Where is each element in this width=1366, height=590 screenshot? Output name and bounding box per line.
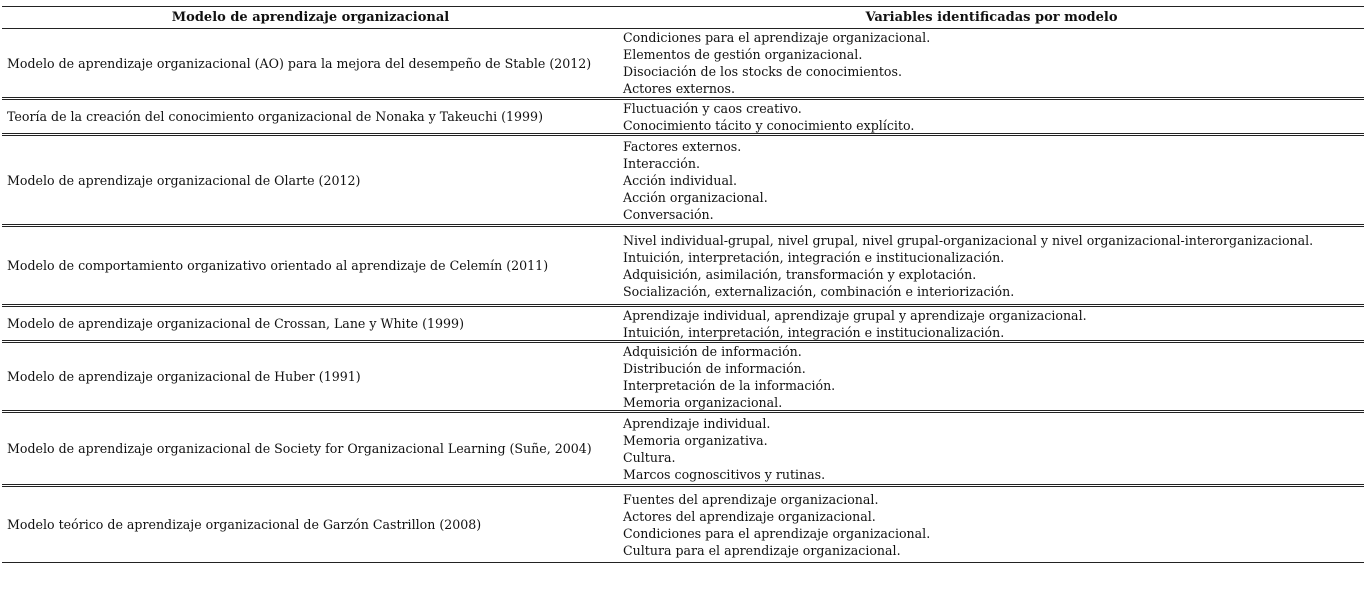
model-name: Modelo de aprendizaje organizacional de Olarte (2012)	[7, 172, 361, 188]
model-name: Modelo de aprendizaje organizacional de Crossan, Lane y White (1999)	[7, 316, 464, 331]
variable-item: Aprendizaje individual, aprendizaje grupal y aprendizaje organizacional.	[623, 307, 1087, 323]
model-name: Modelo de aprendizaje organizacional (AO) para la mejora del desempeño de Stable (2012)	[7, 55, 592, 71]
variable-item: Conversación.	[623, 206, 714, 222]
model-name: Modelo de aprendizaje organizacional de Huber (1991)	[7, 369, 361, 384]
variable-item: Factores externos.	[623, 138, 742, 154]
header-model: Modelo de aprendizaje organizacional	[171, 10, 450, 25]
variable-item: Fluctuación y caos creativo.	[623, 100, 802, 116]
variable-item: Memoria organizativa.	[623, 432, 768, 448]
model-name: Teoría de la creación del conocimiento organizacional de Nonaka y Takeuchi (1999)	[7, 109, 543, 124]
variables-cell	[619, 100, 1364, 134]
variable-item: Adquisición, asimilación, transformación y explotación.	[623, 266, 977, 282]
variable-item: Disociación de los stocks de conocimientos.	[623, 64, 902, 79]
variable-item: Condiciones para el aprendizaje organizacional.	[623, 30, 931, 45]
variable-item: Cultura para el aprendizaje organizacional.	[623, 542, 901, 558]
variable-item: Conocimiento tácito y conocimiento explícito.	[623, 117, 915, 133]
variable-item: Interpretación de la información.	[623, 377, 836, 393]
variable-item: Actores externos.	[623, 81, 735, 96]
variables-cell	[619, 343, 1364, 411]
model-name: Modelo de comportamiento organizativo orientado al aprendizaje de Celemín (2011)	[7, 258, 549, 273]
variable-item: Intuición, interpretación, integración e institucionalización.	[623, 249, 1005, 265]
variables-cell	[619, 415, 1364, 483]
variable-item: Acción organizacional.	[623, 189, 768, 205]
variable-item: Adquisición de información.	[623, 343, 802, 359]
table-row	[2, 487, 1364, 563]
variable-item: Cultura.	[623, 449, 676, 465]
table-row	[2, 29, 1364, 100]
table-row	[2, 100, 1364, 136]
model-name: Modelo teórico de aprendizaje organizacional de Garzón Castrillon (2008)	[7, 517, 482, 532]
variable-item: Fuentes del aprendizaje organizacional.	[623, 491, 879, 507]
variable-item: Socialización, externalización, combinación e interiorización.	[623, 283, 1015, 299]
variables-cell	[619, 29, 1364, 97]
variable-item: Nivel individual-grupal, nivel grupal, nivel grupal-organizacional y nivel organizacional-interorganizacional.	[623, 232, 1314, 248]
table-row	[2, 413, 1364, 487]
variables-cell	[619, 307, 1364, 341]
variable-item: Distribución de información.	[623, 360, 806, 376]
table-row	[2, 227, 1364, 307]
variable-item: Actores del aprendizaje organizacional.	[623, 508, 876, 524]
table-row	[2, 307, 1364, 343]
variable-item: Memoria organizacional.	[623, 394, 783, 410]
variables-cell	[619, 232, 1364, 300]
table-row	[2, 343, 1364, 413]
variable-item: Intuición, interpretación, integración e institucionalización.	[623, 324, 1005, 340]
variables-cell	[619, 491, 1364, 559]
variable-item: Condiciones para el aprendizaje organizacional.	[623, 525, 931, 541]
model-name: Modelo de aprendizaje organizacional de Society for Organizacional Learning (Suñe, 2004)	[7, 441, 592, 456]
variable-item: Interacción.	[623, 155, 700, 171]
table-row	[2, 136, 1364, 227]
variable-item: Aprendizaje individual.	[623, 415, 771, 431]
header-variables: Variables identificadas por modelo	[865, 10, 1118, 25]
variable-item: Acción individual.	[623, 172, 738, 188]
table-body	[2, 29, 1364, 563]
table-header	[2, 6, 1364, 29]
variables-cell	[619, 138, 1364, 223]
models-table	[2, 6, 1364, 563]
variable-item: Elementos de gestión organizacional.	[623, 47, 863, 62]
variable-item: Marcos cognoscitivos y rutinas.	[623, 466, 826, 482]
